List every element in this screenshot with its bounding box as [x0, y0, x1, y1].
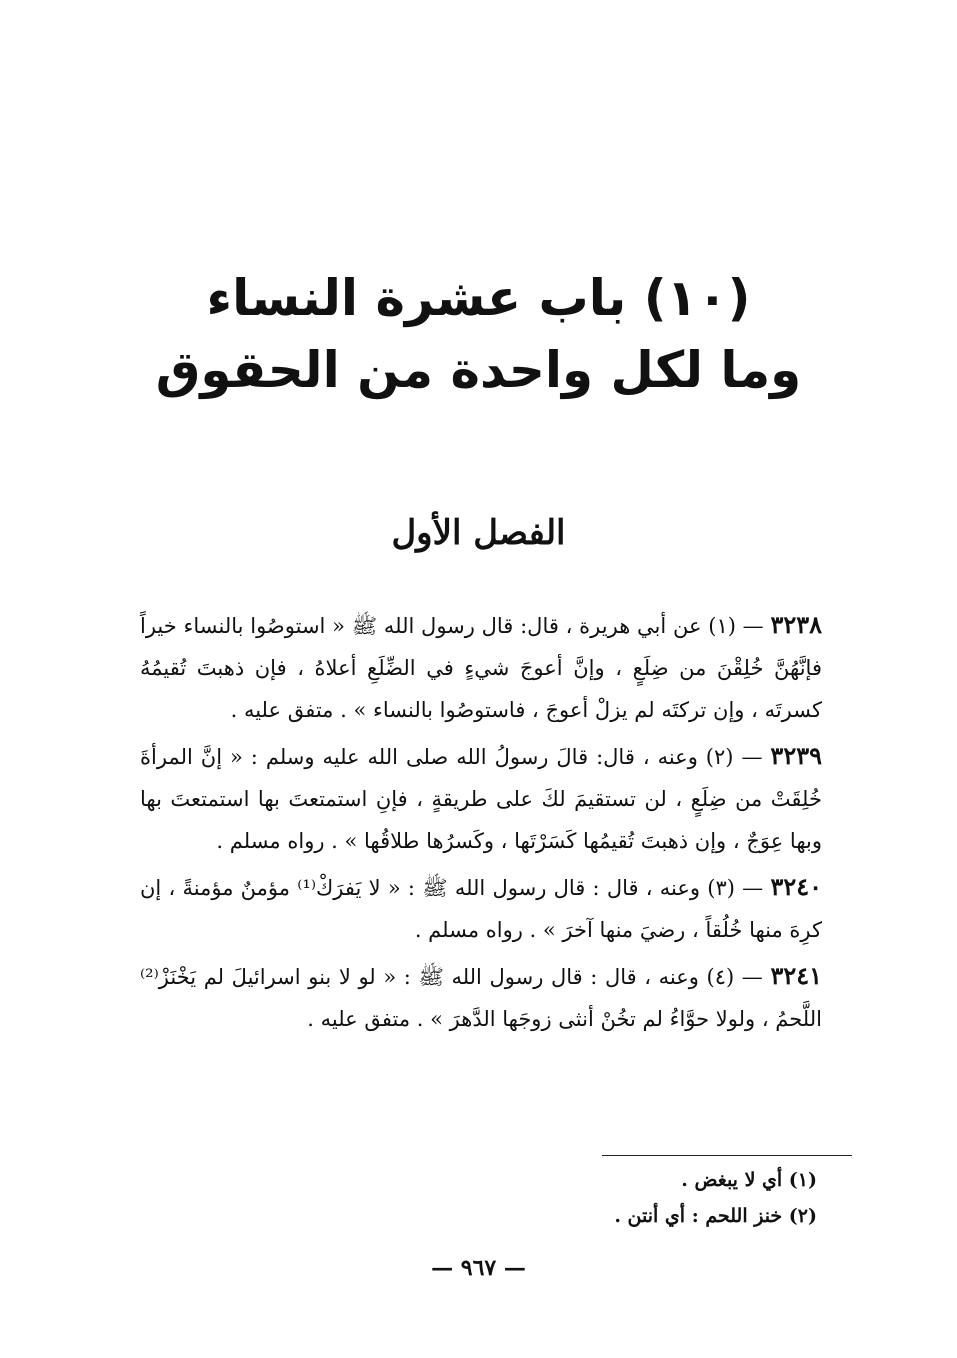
hadith-list	[140, 604, 822, 1044]
hadith-text: — (١) عن أبي هريرة ، قال: قال رسول الله ﷺ « استوصُوا بالنساء خيراً فإنَّهُنَّ خُلِقْنَ من ضِلَعٍ ، وإنَّ أعوجَ شيءٍ في الضِّلَعِ أعلاهُ ، فإن ذهبتَ تُقيمُهُ كسرتَه ، وإن تركتَه لم يزلْ أعوجَ ، فاستوصُوا بالنساء » . متفق عليه .	[140, 614, 822, 722]
footnotes	[300, 1162, 817, 1234]
hadith-text: — (٤) وعنه ، قال : قال رسول الله ﷺ : « لو لا بنو اسرائيلَ لم يَخْنَزْ⁽²⁾ اللَّحمُ ، ولولا حوَّاءُ لم تخُنْ أنثى زوجَها الدَّهرَ » . متفق عليه .	[140, 965, 822, 1031]
footnote-2: (٢) خنز اللحم : أي أنتن .	[614, 1205, 817, 1227]
hadith-number: ٣٢٤١	[770, 961, 822, 990]
hadith-number: ٣٢٤٠	[770, 872, 822, 901]
page-number: — ٩٦٧ —	[431, 1255, 526, 1281]
hadith-text: — (٣) وعنه ، قال : قال رسول الله ﷺ : « لا يَفرَكْ⁽¹⁾ مؤمنٌ مؤمنةً ، إن كرِهَ منها خُلُقاً ، رضيَ منها آخرَ » . رواه مسلم .	[140, 876, 822, 942]
section-title: الفصل الأول	[391, 513, 566, 553]
hadith-number: ٣٢٣٨	[770, 610, 822, 639]
footnote-1: (١) أي لا يبغض .	[681, 1169, 817, 1191]
hadith-item	[140, 866, 822, 951]
hadith-item	[140, 735, 822, 862]
hadith-number: ٣٢٣٩	[770, 741, 822, 770]
chapter-title-line-1: (١٠) باب عشرة النساء	[206, 269, 751, 327]
chapter-title	[120, 262, 837, 406]
hadith-text: — (٢) وعنه ، قال: قالَ رسولُ الله صلى الله عليه وسلم : « إنَّ المرأةَ خُلِقَتْ من ضِلَعٍ ، لن تستقيمَ لكَ على طريقةٍ ، فإنِ استمتعتَ بها استمتعتَ بها وبها عِوَجٌ ، وإن ذهبتَ تُقيمُها كَسَرْتَها ، وكَسرُها طلاقُها » . رواه مسلم .	[140, 745, 822, 853]
hadith-item	[140, 955, 822, 1040]
chapter-title-line-2: وما لكل واحدة من الحقوق	[155, 341, 802, 399]
footnote-divider	[602, 1155, 852, 1156]
hadith-item	[140, 604, 822, 731]
